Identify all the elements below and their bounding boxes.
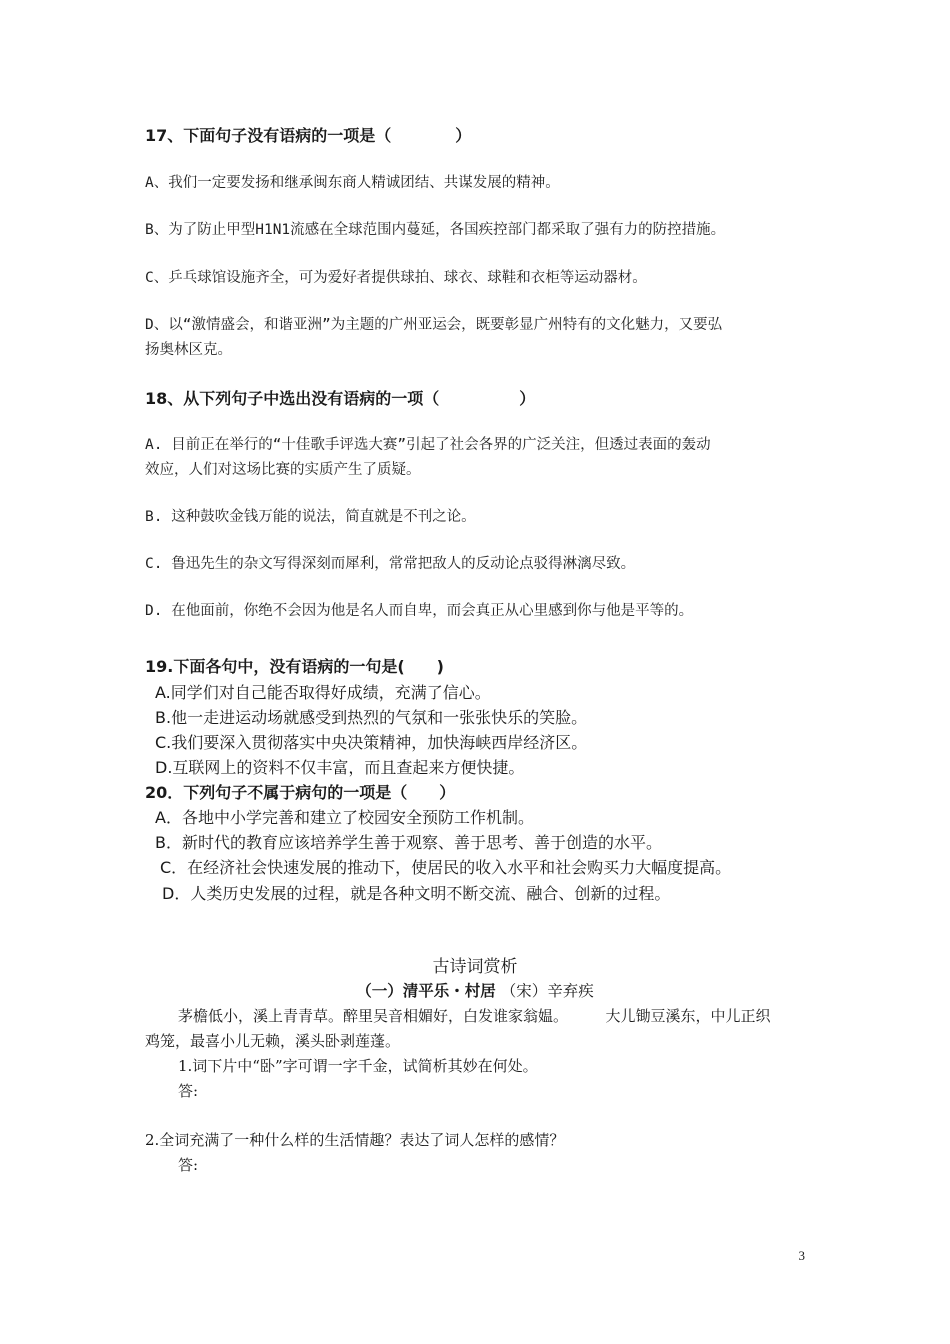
poem-author: （宋）辛弃疾 — [500, 982, 594, 1000]
q19-stem: 19.下面各句中，没有语病的一句是( ) — [145, 657, 444, 676]
q18-stem: 18、从下列句子中选出没有语病的一项（ ） — [145, 389, 536, 408]
q20-option-a: A．各地中小学完善和建立了校园安全预防工作机制。 — [155, 808, 534, 827]
poem-text-line2: 鸡笼，最喜小儿无赖，溪头卧剥莲蓬。 — [145, 1032, 401, 1050]
q17-option-d-line1: D、以“激情盛会，和谐亚洲”为主题的广州亚运会，既要彰显广州特有的文化魅力，又要弘 — [145, 317, 723, 333]
poem-question-1: 1.词下片中“卧”字可谓一字千金，试简析其妙在何处。 — [178, 1057, 538, 1075]
poem-title: （一）清平乐・村居 — [356, 982, 496, 1000]
q18-option-d: D. 在他面前，你绝不会因为他是名人而自卑，而会真正从心里感到你与他是平等的。 — [145, 603, 694, 619]
q19-option-a: A.同学们对自己能否取得好成绩，充满了信心。 — [155, 683, 491, 702]
poem-question-2: 2.全词充满了一种什么样的生活情趣？表达了词人怎样的感情？ — [145, 1131, 565, 1149]
q17-option-d-line2: 扬奥林区克。 — [145, 342, 232, 358]
q18-option-c: C. 鲁迅先生的杂文写得深刻而犀利，常常把敌人的反动论点驳得淋漓尽致。 — [145, 556, 636, 572]
page-number: 3 — [798, 1248, 805, 1263]
poem-answer-1: 答: — [178, 1082, 199, 1100]
poem-answer-2: 答: — [178, 1156, 199, 1174]
q17-option-a: A、我们一定要发扬和继承闽东商人精诚团结、共谋发展的精神。 — [145, 175, 560, 191]
q20-stem: 20．下列句子不属于病句的一项是（ ） — [145, 783, 456, 802]
q17-stem: 17、下面句子没有语病的一项是（ ） — [145, 126, 472, 145]
q19-option-d: D.互联网上的资料不仅丰富，而且查起来方便快捷。 — [155, 758, 525, 777]
q17-option-c: C、乒乓球馆设施齐全，可为爱好者提供球拍、球衣、球鞋和衣柜等运动器材。 — [145, 270, 647, 286]
q18-option-b: B. 这种鼓吹金钱万能的说法，简直就是不刊之论。 — [145, 509, 476, 525]
q18-option-a-line1: A. 目前正在举行的“十佳歌手评选大赛”引起了社会各界的广泛关注，但透过表面的轰动 — [145, 437, 711, 453]
q17-option-b: B、为了防止甲型H1N1流感在全球范围内蔓延，各国疾控部门都采取了强有力的防控措施。 — [145, 222, 726, 238]
section-title: 古诗词赏析 — [432, 957, 518, 977]
q20-option-b: B．新时代的教育应该培养学生善于观察、善于思考、善于创造的水平。 — [155, 833, 662, 852]
poem-text-line1: 茅檐低小，溪上青青草。醉里吴音相媚好，白发谁家翁媪。 大儿锄豆溪东，中儿正织 — [178, 1007, 771, 1025]
q20-option-c: C．在经济社会快速发展的推动下，使居民的收入水平和社会购买力大幅度提高。 — [160, 858, 732, 877]
q18-option-a-line2: 效应，人们对这场比赛的实质产生了质疑。 — [145, 462, 421, 478]
q19-option-c: C.我们要深入贯彻落实中央决策精神，加快海峡西岸经济区。 — [155, 733, 588, 752]
q20-option-d: D．人类历史发展的过程，就是各种文明不断交流、融合、创新的过程。 — [162, 884, 671, 903]
q19-option-b: B.他一走进运动场就感受到热烈的气氛和一张张快乐的笑脸。 — [155, 708, 588, 727]
poem-heading — [0, 982, 950, 1001]
